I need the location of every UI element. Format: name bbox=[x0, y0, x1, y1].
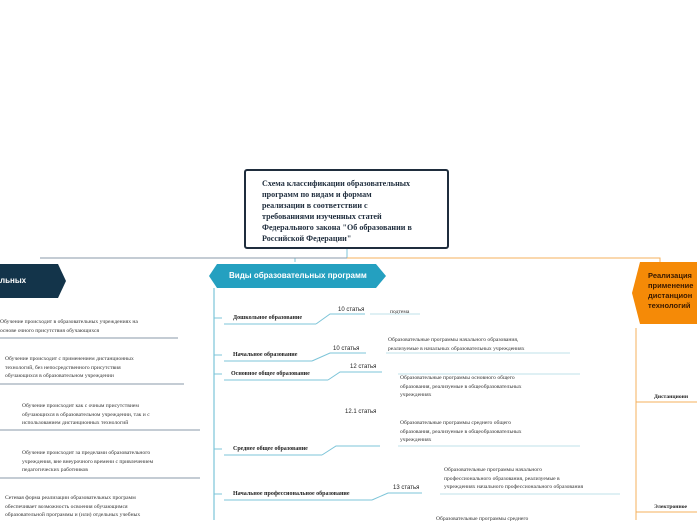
description-line: учреждения, вне внеурочного времени с привлечением bbox=[22, 458, 154, 465]
form-description bbox=[5, 355, 134, 381]
root-title-line: требованиями изученных статей bbox=[262, 212, 382, 221]
program-kind-primary[interactable]: Начальное образование bbox=[233, 352, 298, 358]
description-line: подтема bbox=[390, 309, 410, 315]
program-description bbox=[388, 336, 525, 353]
description-line: учреждениях начального профессионального образования bbox=[444, 484, 584, 490]
program-description bbox=[400, 419, 522, 445]
description-line: обеспечивает возможность освоения обучающимся bbox=[5, 503, 128, 510]
program-kind-primary-vocational[interactable]: Начальное профессиональное образование bbox=[233, 491, 350, 497]
description-line: технологий, без непосредственного присутствия bbox=[5, 364, 121, 371]
left-branch-title[interactable]: льных bbox=[0, 276, 27, 285]
description-line: обучающихся в образовательном учреждении bbox=[5, 373, 114, 379]
right-branch-title-line: дистанцион bbox=[648, 291, 693, 300]
description-line: Обучение происходит как с очным присутствием bbox=[22, 403, 139, 409]
right-item-electronic[interactable]: Электронное bbox=[654, 504, 688, 510]
root-title-line: Схема классификации образовательных bbox=[262, 179, 411, 188]
root-title-line: программ по видам и формам bbox=[262, 190, 372, 199]
article-label: 10 статья bbox=[333, 346, 360, 352]
description-line: использованием дистанционных технологий bbox=[22, 420, 129, 426]
description-line: учреждениях bbox=[400, 392, 432, 398]
program-description bbox=[444, 466, 583, 492]
description-line: образования, реализуемые в общеобразовательных bbox=[400, 428, 522, 435]
root-title-line: реализации в соответствии с bbox=[262, 201, 368, 210]
description-line: Образовательные программы среднего общего bbox=[400, 420, 512, 426]
description-line: образования, реализуемые в общеобразовательных bbox=[400, 383, 522, 390]
program-description bbox=[436, 515, 528, 524]
right-branch-title-line: Реализация bbox=[648, 271, 692, 280]
form-description bbox=[22, 402, 150, 428]
description-line: учреждениях bbox=[400, 437, 432, 443]
program-description bbox=[390, 308, 409, 317]
description-line: Образовательные программы основного общего bbox=[400, 375, 515, 381]
description-line: основе очного присутствия обучающихся bbox=[0, 327, 100, 334]
program-kind-preschool[interactable]: Дошкольное образование bbox=[233, 315, 303, 321]
article-label: 10 статья bbox=[338, 307, 365, 313]
description-line: педагогических работников bbox=[22, 467, 88, 473]
description-line: Образовательные программы начального bbox=[444, 467, 543, 473]
description-line: профессионального образования, реализуемые в bbox=[444, 475, 560, 482]
description-line: Образовательные программы начального образования, bbox=[388, 337, 519, 343]
description-line: реализуемые в начальных образовательных учреждениях bbox=[388, 345, 525, 352]
article-label: 12 статья bbox=[350, 364, 377, 370]
article-label: 12.1 статья bbox=[345, 409, 377, 415]
program-kind-secondary-general[interactable]: Среднее общее образование bbox=[233, 446, 308, 452]
root-title-line: Российской Федерации" bbox=[262, 234, 352, 243]
right-branch-title-line: применение bbox=[648, 281, 694, 290]
description-line: Сетевая форма реализации образовательных программ bbox=[5, 495, 136, 501]
form-description bbox=[22, 449, 153, 475]
connector-root-right bbox=[347, 258, 660, 262]
description-line: Обучение происходит в образовательных учреждениях на bbox=[0, 319, 138, 325]
program-description bbox=[400, 374, 522, 400]
description-line: Обучение происходит с применением дистанционных bbox=[5, 356, 134, 362]
right-branch-title[interactable] bbox=[648, 271, 693, 311]
description-line: обучающихся в образовательном учреждении, так и с bbox=[22, 411, 150, 418]
description-line: образовательной программы и (или) отдельных учебных bbox=[5, 512, 141, 518]
description-line: Образовательные программы среднего bbox=[436, 516, 529, 522]
description-line: Обучение происходит за пределами образовательного bbox=[22, 450, 151, 456]
root-title-line: Федерального закона "Об образовании в bbox=[262, 223, 412, 232]
root-node[interactable] bbox=[244, 169, 449, 249]
form-description bbox=[5, 494, 140, 520]
center-branch-title[interactable]: Виды образовательных программ bbox=[229, 271, 367, 280]
right-item-distance[interactable]: Дистанционн bbox=[654, 394, 689, 400]
program-kind-basic-general[interactable]: Основное общее образование bbox=[231, 371, 310, 377]
connector-root-center bbox=[295, 249, 347, 262]
form-description bbox=[0, 318, 138, 335]
article-label: 13 статья bbox=[393, 485, 420, 491]
right-branch-title-line: технологий bbox=[648, 301, 691, 310]
